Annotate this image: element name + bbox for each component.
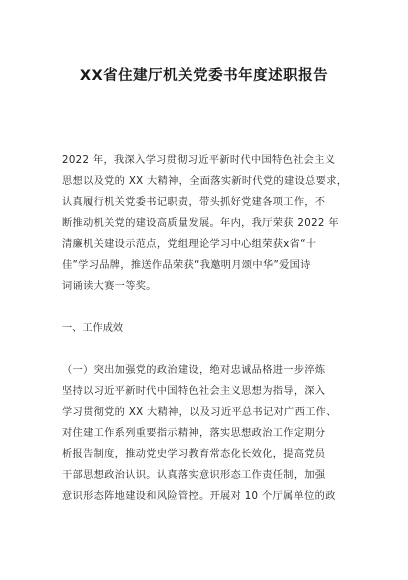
paragraph-line: 认真履行机关党委书记职责，带头抓好党建各项工作，不 [62, 197, 326, 208]
paragraph-line: （一）突出加强党的政治建设，绝对忠诚品格进一步淬炼 [62, 365, 326, 376]
paragraph-line: 2022 年，我深入学习贯彻习近平新时代中国特色社会主义 [62, 155, 336, 166]
section-heading: 一、工作成效 [62, 323, 124, 334]
paragraph-line: 清廉机关建设示范点，党组理论学习中心组荣获x省“十 [62, 239, 317, 250]
paragraph-line: 析报告制度，推动党史学习教育常态化长效化，提高党员 [62, 449, 326, 460]
paragraph-line: 意识形态阵地建设和风险管控。开展对 10 个厅属单位的政 [62, 491, 336, 502]
paragraph-line: 干部思想政治认识。认真落实意识形态工作责任制，加强 [62, 470, 326, 481]
paragraph-line: 词诵读大赛一等奖。 [62, 281, 157, 292]
paragraph-line: 思想以及党的 XX 大精神，全面落实新时代党的建设总要求， [62, 176, 348, 187]
document-title: XX省住建厅机关党委书年度述职报告 [79, 68, 329, 84]
paragraph-line: 坚持以习近平新时代中国特色社会主义思想为指导，深入 [62, 386, 326, 397]
paragraph-line: 对住建工作系列重要指示精神，落实思想政治工作定期分 [62, 428, 326, 439]
paragraph-line: 学习贯彻党的 XX 大精神，以及习近平总书记对广西工作、 [62, 407, 337, 418]
paragraph-line: 断推动机关党的建设高质量发展。年内，我厅荣获 2022 年 [62, 218, 339, 229]
paragraph-line: 佳”学习品牌，推送作品荣获“我邀明月颂中华”爱国诗 [62, 260, 311, 271]
